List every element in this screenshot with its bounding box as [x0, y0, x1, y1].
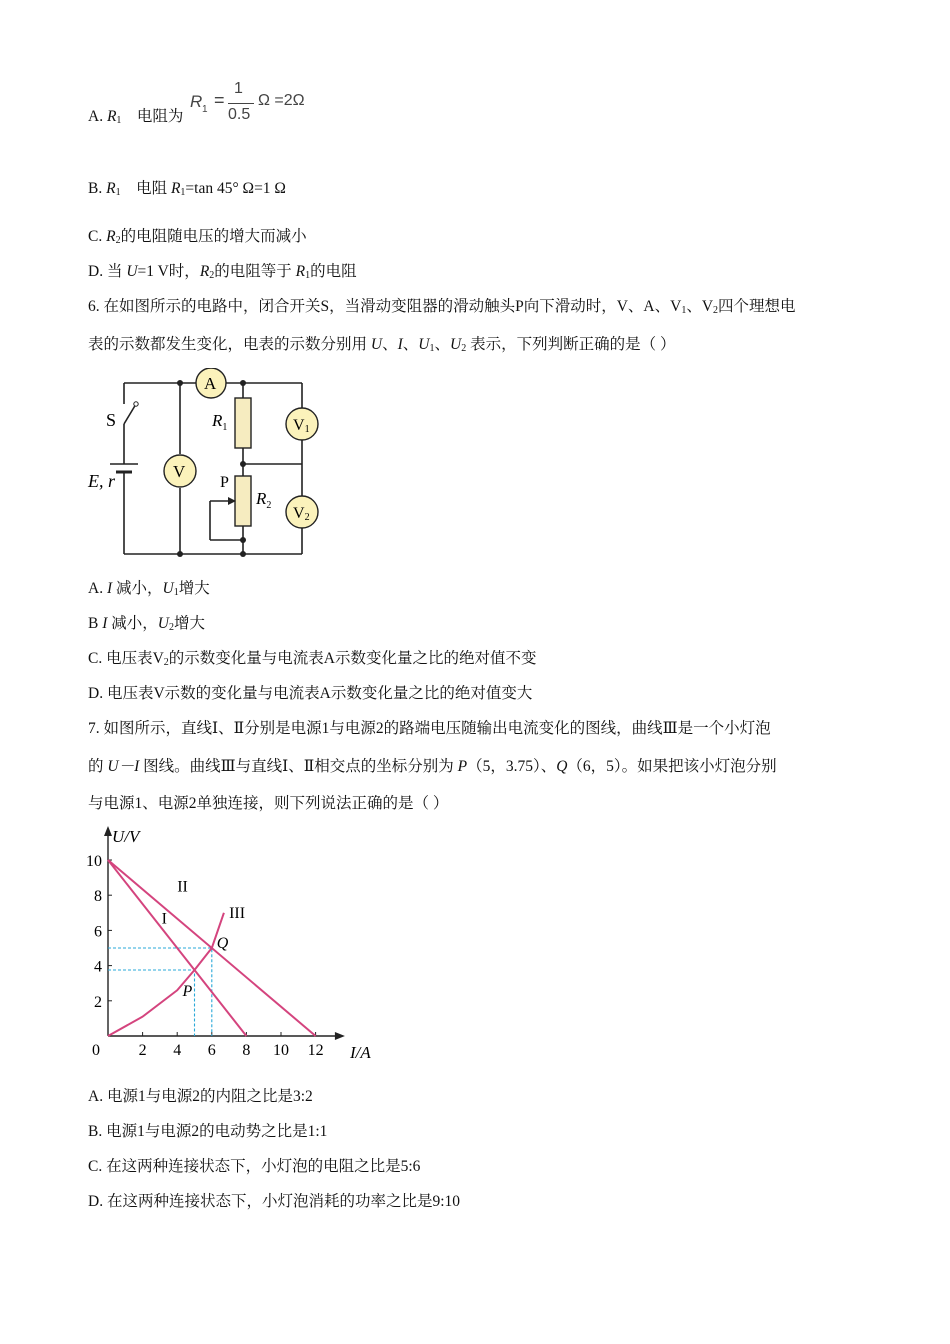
- y-tick-label: 2: [94, 993, 102, 1011]
- q6-option-c: C. 电压表$V_2$的示数变化量与电流表A示数变化量之比的绝对值不变: [88, 650, 537, 668]
- q7-stem-line3: 与电源1、电源2单独连接，则下列说法正确的是（ ）: [88, 795, 449, 812]
- x-axis-label: I/A: [350, 1043, 371, 1062]
- y-tick-label: 8: [94, 888, 102, 906]
- svg-text:R2: $R_2$: [256, 489, 272, 511]
- q5-option-a-formula: R 1 = 1 0.5 Ω =2Ω: [190, 80, 305, 123]
- q7-option-b: B. 电源1与电源2的电动势之比是1:1: [88, 1123, 328, 1140]
- y-axis-arrow: [104, 826, 112, 836]
- ui-chart: [82, 824, 382, 1064]
- q6-option-d: D. 电压表V示数的变化量与电流表A示数变化量之比的绝对值变大: [88, 685, 533, 702]
- resistor-r2: [235, 476, 251, 526]
- series-label-iii: III: [229, 905, 246, 923]
- y-tick-label: 6: [94, 923, 102, 941]
- x-tick-label: 8: [242, 1042, 251, 1059]
- q7-option-c: C. 在这两种连接状态下，小灯泡的电阻之比是5:6: [88, 1158, 421, 1175]
- x-tick-label: 4: [173, 1042, 182, 1059]
- guide-line-p: [108, 970, 195, 1036]
- voltmeter-label: V: [173, 462, 186, 481]
- guide-line-q: [108, 948, 212, 1036]
- x-tick-label: 10: [273, 1042, 289, 1059]
- y-tick-label: 4: [94, 958, 102, 976]
- q5-option-c: C. $R_2$的电阻随电压的增大而减小: [88, 228, 307, 246]
- point-label-q: Q: [216, 935, 229, 952]
- q6-stem-line1: 6. 在如图所示的电路中，闭合开关S，当滑动变阻器的滑动触头P向下滑动时，V、A、$V_1$、$V_2$四个理想电: [88, 298, 796, 316]
- svg-text:R1: $R_1$: [212, 411, 228, 433]
- q6-option-b: B I 减小，$U_2$增大: [88, 615, 205, 633]
- fraction-bar: [228, 103, 254, 104]
- q7-stem-line2: 的 U－I 图线。曲线Ⅲ与直线Ⅰ、Ⅱ相交点的坐标分别为 P（5，3.75）、Q（6，5）。如果把该小灯泡分别: [88, 758, 777, 775]
- source-label: E, r: [88, 471, 115, 491]
- ammeter-label: A: [204, 374, 217, 393]
- q5-option-a: A. $R_1$ 电阻为: [88, 108, 184, 126]
- slider-label: P: [220, 474, 229, 491]
- q6-stem-line2: 表的示数都发生变化，电表的示数分别用 U、I、$U_1$、$U_2$ 表示，下列判断正确的是（ ）: [88, 336, 676, 354]
- x-tick-label: 12: [307, 1042, 324, 1059]
- x-tick-label: 6: [207, 1042, 216, 1059]
- q7-option-d: D. 在这两种连接状态下，小灯泡消耗的功率之比是9:10: [88, 1193, 461, 1210]
- series-line-iii: [108, 913, 224, 1036]
- q5-option-b: B. $R_1$ 电阻 $R_1=\tan$ 45° Ω=1 Ω: [88, 180, 286, 198]
- q6-option-a: A. I 减小，$U_1$增大: [88, 580, 210, 598]
- x-axis-arrow: [335, 1032, 345, 1040]
- origin-label: 0: [92, 1042, 100, 1059]
- svg-text:V1: V1: [293, 417, 310, 435]
- y-axis-label: U/V: [112, 827, 140, 846]
- resistor-r1: [235, 398, 251, 448]
- q7-stem-line1: 7. 如图所示，直线Ⅰ、Ⅱ分别是电源1与电源2的路端电压随输出电流变化的图线，曲线Ⅲ是一个小灯泡: [88, 720, 771, 737]
- x-tick-label: 2: [138, 1042, 147, 1059]
- y-tick-label: 10: [86, 853, 102, 870]
- series-label-ii: II: [177, 878, 188, 896]
- q5-option-d: D. 当 U=1 V时，$R_2$的电阻等于 $R_1$的电阻: [88, 263, 357, 281]
- circuit-diagram: [86, 368, 326, 558]
- svg-text:V2: V2: [293, 505, 310, 523]
- series-label-i: I: [161, 910, 167, 928]
- switch-label: S: [106, 410, 117, 430]
- q7-option-a: A. 电源1与电源2的内阻之比是3:2: [88, 1088, 313, 1105]
- point-label-p: P: [182, 983, 193, 1000]
